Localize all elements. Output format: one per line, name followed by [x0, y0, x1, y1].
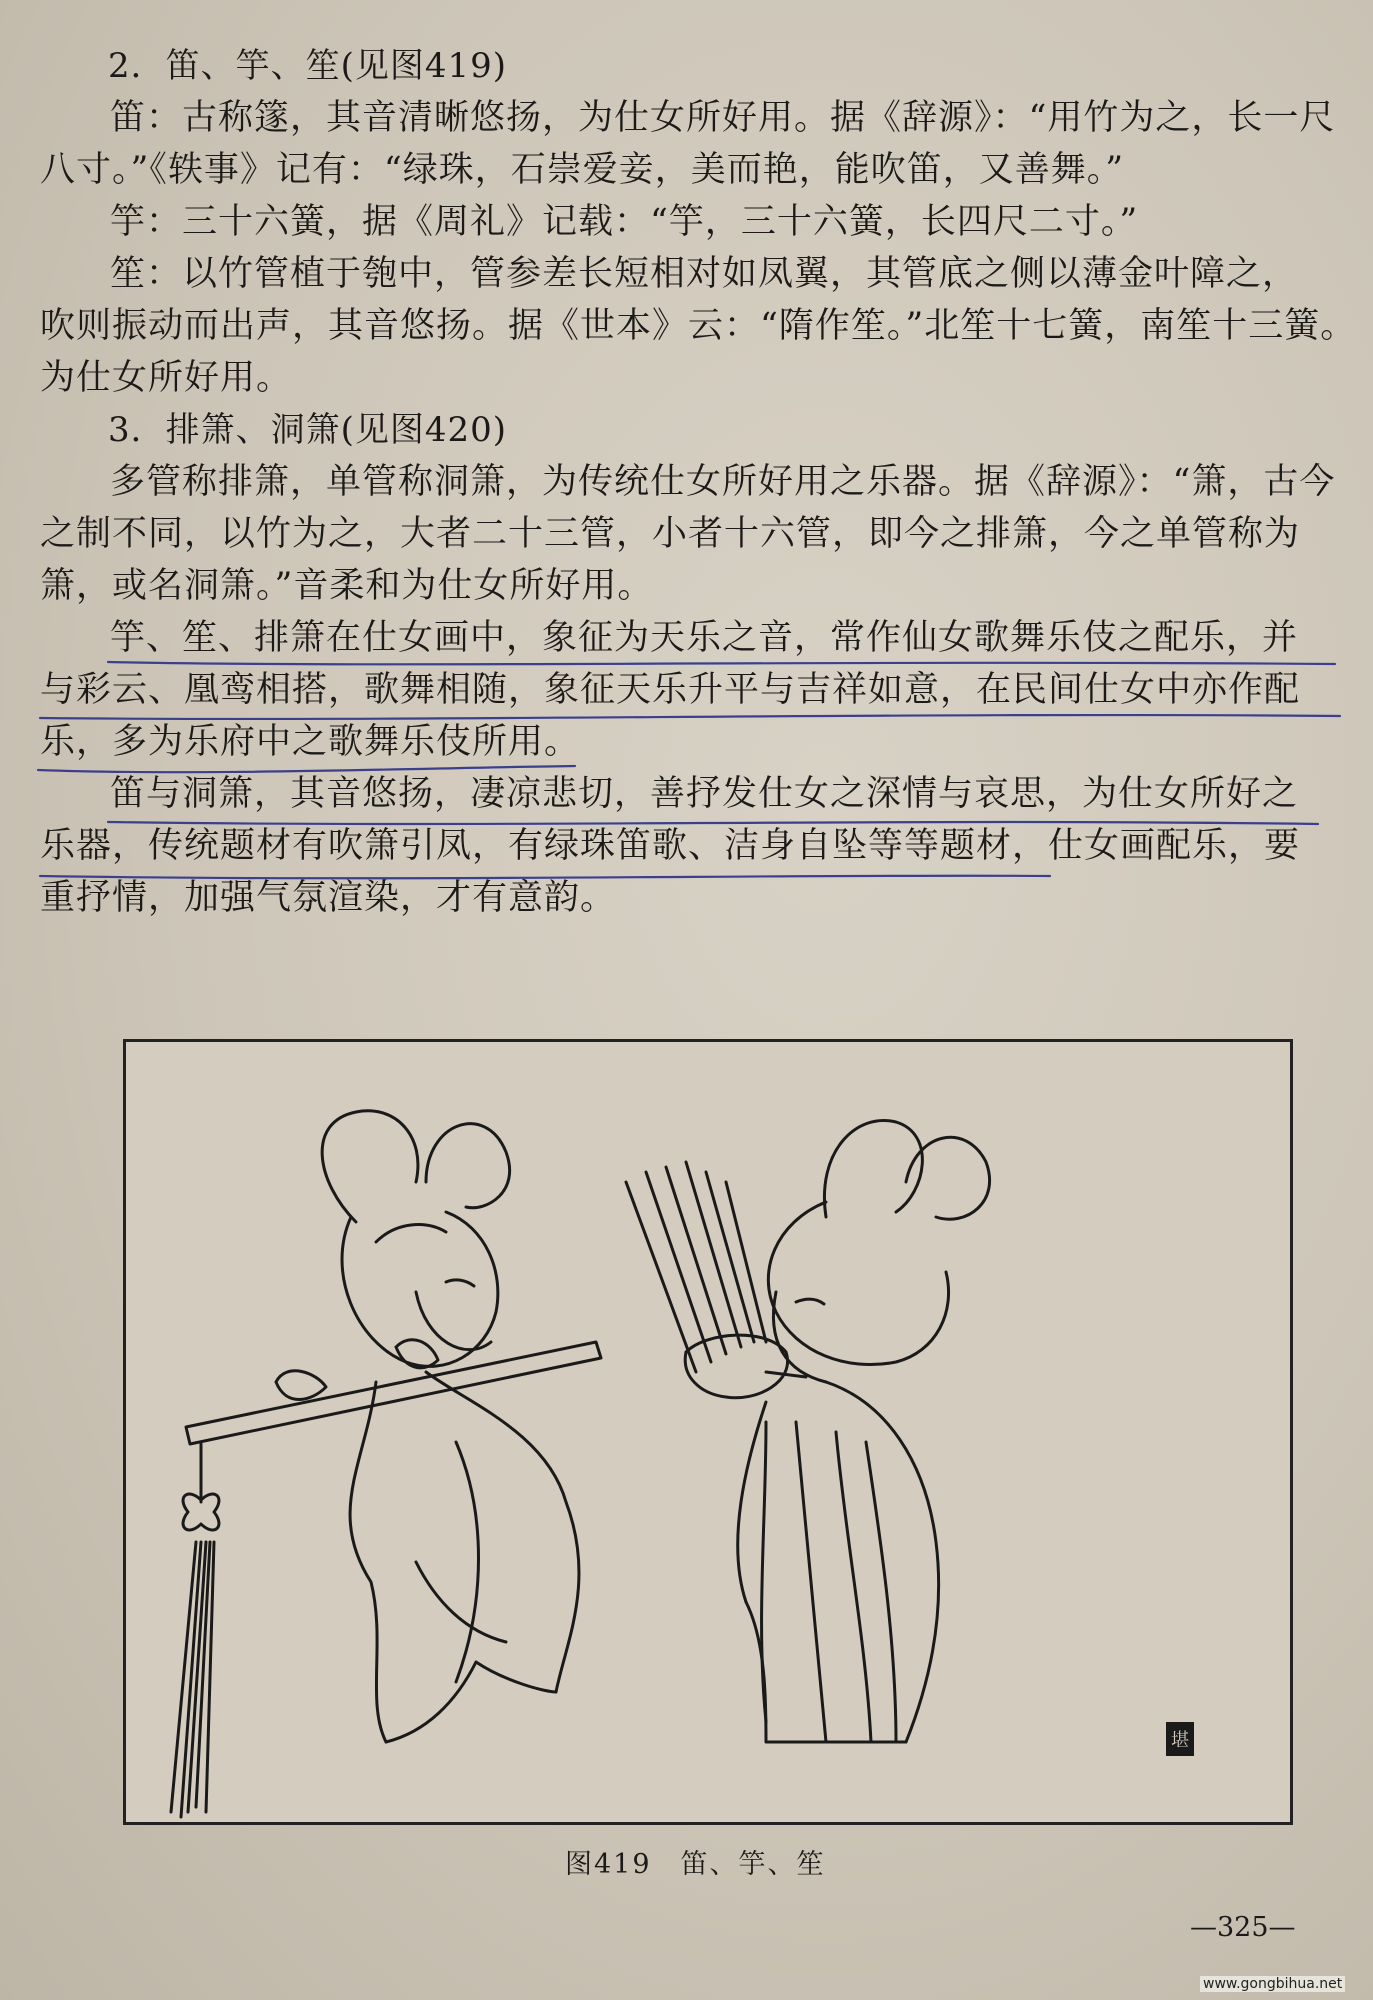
paragraph-line: 八寸。”《轶事》记有：“绿珠，石崇爱妾，美而艳，能吹笛，又善舞。”	[40, 150, 1125, 190]
paragraph-line: 吹则振动而出声，其音悠扬。据《世本》云：“隋作笙。”北笙十七簧，南笙十三簧。	[40, 306, 1357, 346]
right-eye	[796, 1299, 824, 1304]
tassel-knot	[183, 1494, 219, 1530]
right-robe	[836, 1432, 871, 1742]
paragraph-line: 多管称排箫，单管称洞箫，为传统仕女所好用之乐器。据《辞源》：“箫，古今	[110, 462, 1336, 502]
left-hair	[426, 1124, 510, 1208]
sheng-pipes	[626, 1162, 766, 1372]
ink-drawing	[126, 1042, 1290, 1822]
left-robe	[426, 1372, 579, 1692]
paragraph-line: 笙：以竹管植于匏中，管参差长短相对如凤翼，其管底之侧以薄金叶障之，	[110, 254, 1299, 294]
left-hair	[342, 1212, 498, 1366]
paragraph-line: 乐器，传统题材有吹箫引凤，有绿珠笛歌、洁身自坠等等题材，仕女画配乐，要	[40, 826, 1301, 866]
left-hand	[276, 1371, 326, 1400]
right-robe	[796, 1422, 826, 1742]
paragraph-line: 竽：三十六簧，据《周礼》记载：“竽，三十六簧，长四尺二寸。”	[110, 202, 1139, 242]
paragraph-line: 重抒情，加强气氛渲染，才有意韵。	[40, 878, 617, 918]
paragraph-line: 与彩云、凰鸾相搭，歌舞相随，象征天乐升平与吉祥如意，在民间仕女中亦作配	[40, 670, 1301, 710]
left-hair-ornament	[376, 1225, 446, 1242]
sheng-bowl	[685, 1335, 787, 1398]
tassel	[171, 1542, 214, 1817]
page-number: —325—	[1190, 1912, 1296, 1943]
figure-illustration	[123, 1039, 1293, 1825]
section-heading-3: 3．排箫、洞箫(见图420)	[108, 410, 508, 450]
paragraph-line: 之制不同，以竹为之，大者二十三管，小者十六管，即今之排箫，今之单管称为	[40, 514, 1301, 554]
paragraph-line: 箫，或名洞箫。”音柔和为仕女所好用。	[40, 566, 654, 606]
paragraph-line: 笛：古称篴，其音清晰悠扬，为仕女所好用。据《辞源》：“用竹为之，长一尺	[110, 98, 1336, 138]
watermark: www.gongbihua.net	[1200, 1976, 1345, 1992]
left-hair	[322, 1111, 418, 1222]
left-eye	[446, 1280, 474, 1286]
figure-caption: 图419 笛、竽、笙	[565, 1849, 826, 1880]
right-robe	[746, 1602, 906, 1742]
paragraph-line: 笛与洞箫，其音悠扬，凄凉悲切，善抒发仕女之深情与哀思，为仕女所好之	[110, 774, 1299, 814]
left-hand	[396, 1340, 438, 1368]
left-robe	[456, 1442, 479, 1682]
right-face	[773, 1292, 826, 1382]
paragraph-line: 竽、笙、排箫在仕女画中，象征为天乐之音，常作仙女歌舞乐伎之配乐，并	[110, 618, 1299, 658]
right-robe	[866, 1442, 896, 1742]
left-robe	[416, 1562, 506, 1642]
section-heading-2: 2．笛、竽、笙(见图419)	[108, 46, 508, 86]
left-sleeve	[350, 1382, 386, 1742]
seal-stamp-mark: 堪	[1171, 1730, 1189, 1751]
paragraph-line: 为仕女所好用。	[40, 358, 293, 398]
right-hair	[824, 1120, 922, 1217]
paragraph-line: 乐，多为乐府中之歌舞乐伎所用。	[40, 722, 581, 762]
left-robe	[386, 1662, 556, 1742]
right-hair	[768, 1202, 948, 1365]
